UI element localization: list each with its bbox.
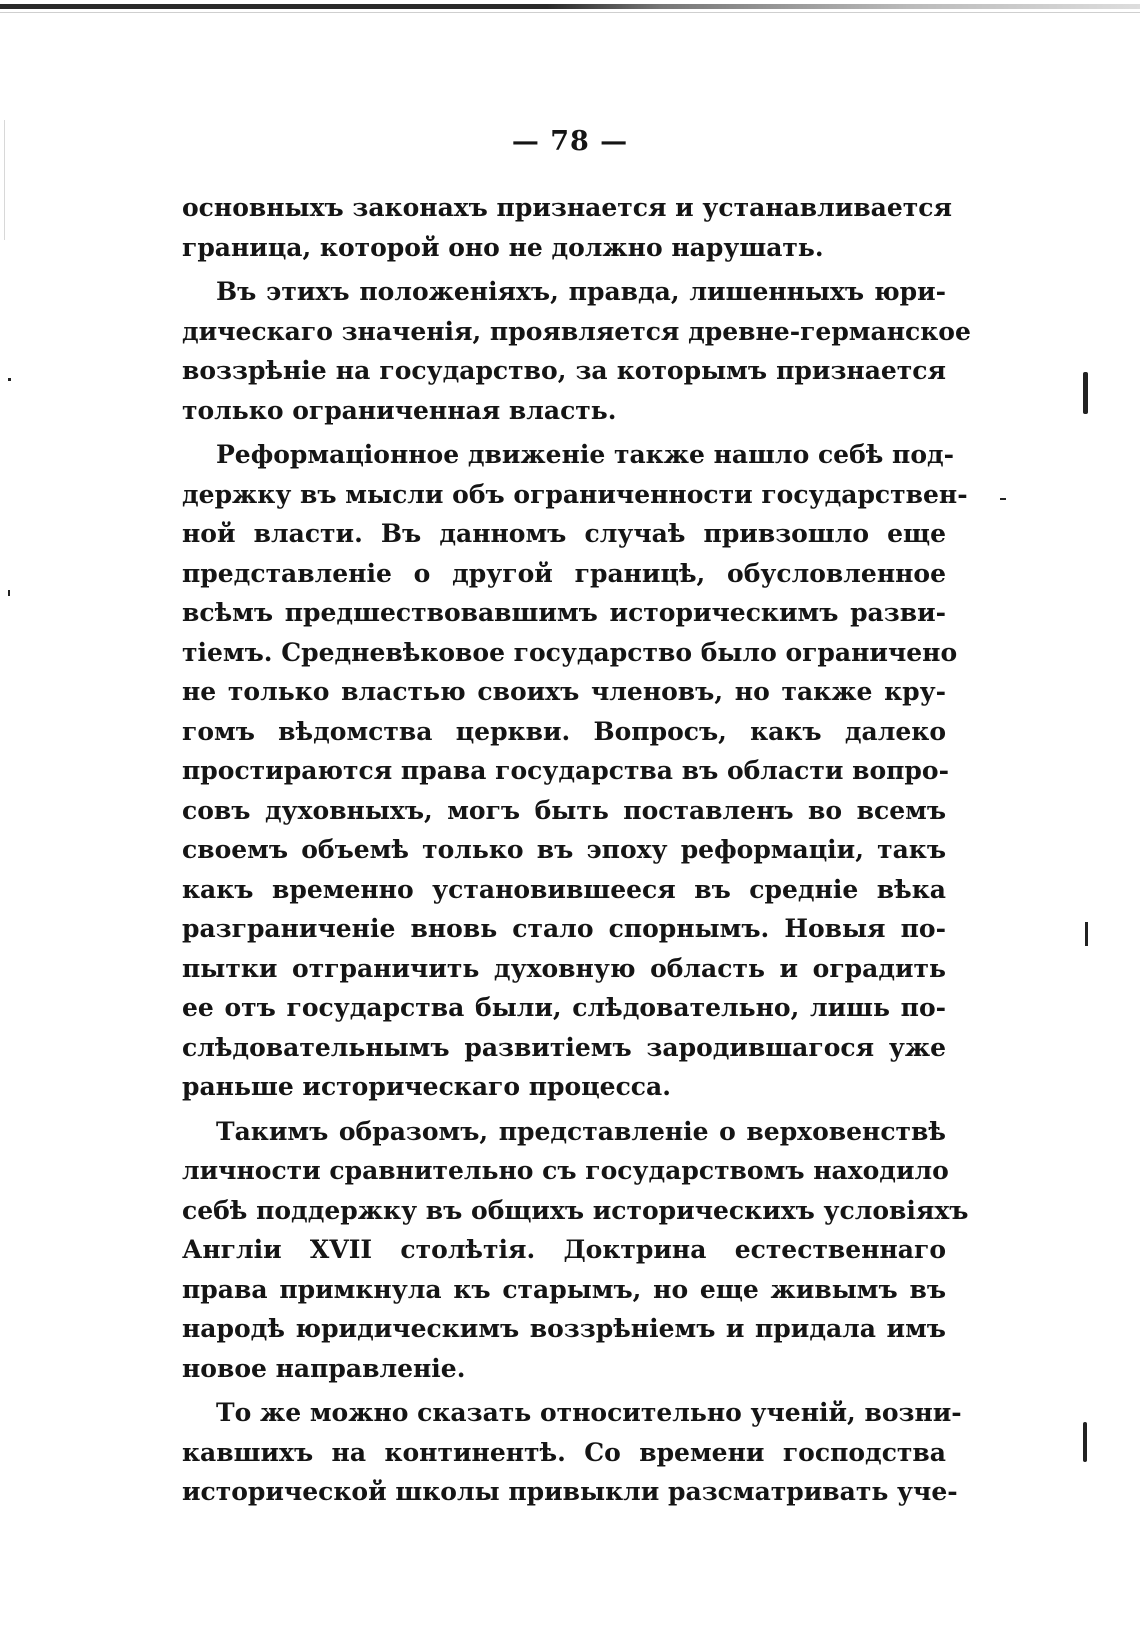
body-text — [182, 188, 971, 1512]
text-line: только ограниченная власть. — [182, 395, 617, 425]
scan-speck — [8, 378, 11, 381]
text-line: какъ временно установившееся въ средніе вѣка — [182, 874, 946, 904]
text-line: права примкнула къ старымъ, но еще живымъ въ — [182, 1274, 946, 1304]
top-edge-rule — [0, 4, 1140, 9]
text-line: слѣдовательнымъ развитіемъ зародившагося уже — [182, 1032, 946, 1062]
text-line: гомъ вѣдомства церкви. Вопросъ, какъ далеко — [182, 716, 946, 746]
text-line: Въ этихъ положеніяхъ, правда, лишенныхъ юри- — [216, 277, 946, 306]
text-line: основныхъ законахъ признается и устанавливается — [182, 193, 952, 222]
top-edge-thin-rule — [0, 12, 1140, 13]
text-line: не только властью своихъ членовъ, но также кру- — [182, 677, 946, 706]
text-line: Реформаціонное движеніе также нашло себѣ под- — [216, 440, 955, 469]
text-line: совъ духовныхъ, могъ быть поставленъ во всемъ — [182, 795, 946, 825]
text-line: ее отъ государства были, слѣдовательно, лишь по- — [182, 993, 946, 1022]
scan-speck — [1083, 372, 1088, 414]
text-line: простираются права государства въ области вопро- — [182, 756, 949, 785]
text-line: То же можно сказать относительно ученій, возни- — [216, 1398, 962, 1427]
text-line: пытки отграничить духовную область и оградить — [182, 953, 946, 983]
text-line: воззрѣніе на государство, за которымъ признается — [182, 356, 946, 385]
text-line: исторической школы привыкли разсматривать уче- — [182, 1477, 958, 1506]
scan-speck — [1083, 1422, 1087, 1462]
text-line: личности сравнительно съ государствомъ находило — [182, 1156, 949, 1185]
text-line: дическаго значенія, проявляется древне-германское — [182, 316, 971, 346]
text-line: кавшихъ на континентѣ. Со времени господства — [182, 1437, 946, 1467]
text-line: своемъ объемѣ только въ эпоху реформаціи, такъ — [182, 835, 946, 864]
text-line: держку въ мысли объ ограниченности государствен- — [182, 479, 968, 509]
scan-speck — [4, 120, 5, 240]
text-line: разграниченіе вновь стало спорнымъ. Новыя по- — [182, 914, 946, 943]
text-line: Такимъ образомъ, представленіе о верховенствѣ — [216, 1116, 946, 1146]
text-line: раньше историческаго процесса. — [182, 1072, 671, 1101]
text-line: представленіе о другой границѣ, обусловленное — [182, 558, 946, 588]
text-line: ной власти. Въ данномъ случаѣ привзошло еще — [182, 519, 946, 548]
text-line: Англіи XVII столѣтія. Доктрина естественнаго — [182, 1235, 946, 1264]
text-line: себѣ поддержку въ общихъ историческихъ условіяхъ — [182, 1195, 969, 1225]
scan-speck — [1000, 498, 1006, 500]
page-number: — 78 — — [511, 126, 629, 157]
scan-speck — [8, 590, 10, 596]
text-line: всѣмъ предшествовавшимъ историческимъ разви- — [182, 598, 946, 627]
text-line: народѣ юридическимъ воззрѣніемъ и придала имъ — [182, 1314, 946, 1343]
text-line: новое направленіе. — [182, 1353, 466, 1383]
text-line: тіемъ. Средневѣковое государство было ограничено — [182, 637, 958, 667]
text-line: граница, которой оно не должно нарушать. — [182, 232, 824, 262]
scan-speck — [1085, 922, 1088, 946]
